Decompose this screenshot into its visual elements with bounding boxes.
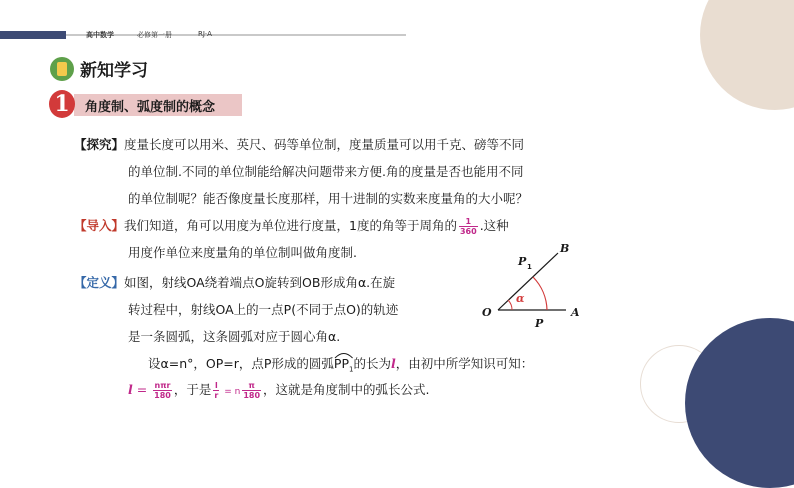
intro-text-1-end: .这种 (479, 218, 509, 233)
label-p1: P (518, 255, 527, 268)
formula-l: l (128, 382, 133, 397)
frac-den: 360 (459, 227, 477, 236)
def-line-1 (74, 273, 395, 291)
header-book: 必修第一册 (137, 31, 172, 39)
definition-tag: 【定义】 (74, 275, 125, 290)
ray-ob (498, 253, 558, 310)
label-b: B (560, 242, 570, 255)
header-course: 高中数学 (86, 31, 114, 39)
label-alpha: α (516, 292, 525, 305)
label-p: P (535, 317, 544, 330)
def-line-5 (128, 380, 430, 400)
formula-eq: = (132, 382, 152, 397)
explore-line-1 (74, 135, 524, 153)
label-o: O (482, 306, 492, 319)
frac-num: 1 (459, 217, 478, 227)
explore-tag: 【探究】 (74, 137, 125, 152)
fraction-l-r (213, 381, 219, 400)
label-a: A (571, 306, 580, 319)
def-text-1: 如图，射线OA绕着端点O旋转到OB形成角α.在旋 (124, 275, 396, 290)
arc-pp1 (334, 356, 354, 374)
header-accent-bar (0, 31, 66, 39)
def-text-4a: 设α=n°，OP=r，点P形成的圆弧 (148, 356, 334, 371)
explore-text-1: 度量长度可以用米、英尺、码等单位制，度量质量可以用千克、磅等不同 (124, 137, 525, 152)
def-text-5c: ，这就是角度制中的弧长公式. (263, 382, 430, 397)
decor-circle-tan (700, 0, 794, 110)
explore-line-3: 的单位制呢？能否像度量长度那样，用十进制的实数来度量角的大小呢？ (128, 191, 529, 206)
frac-num: π (242, 381, 261, 391)
label-p1-sub: 1 (527, 263, 532, 271)
frac-den: r (214, 391, 219, 400)
section-title: 新知学习 (80, 61, 148, 81)
explore-line-2: 的单位制.不同的单位制能给解决问题带来方便.角的度量是否也能用不同 (128, 164, 524, 179)
frac-den: 180 (243, 391, 261, 400)
formula-eq-n: = n (221, 387, 241, 397)
decor-circle-navy (685, 318, 794, 488)
subsection-number: 1 (49, 90, 75, 118)
frac-num: nπr (154, 381, 171, 390)
var-l: l (390, 356, 396, 371)
header-edition: RJ·A (198, 30, 212, 38)
fraction-1-360 (459, 217, 478, 236)
arc-label: PP (333, 356, 349, 371)
intro-tag: 【导入】 (74, 218, 125, 233)
angle-alpha-arc (508, 300, 512, 310)
arc-sub: 1 (349, 365, 354, 374)
arc-pp1-path (533, 277, 547, 310)
angle-diagram (470, 236, 610, 332)
def-line-2: 转过程中，射线OA上的一点P(不同于点O)的轨迹 (128, 302, 399, 317)
subsection-title: 角度制、弧度制的概念 (85, 100, 216, 115)
def-line-3: 是一条圆弧，这条圆弧对应于圆心角α. (128, 329, 341, 344)
def-text-5a: ，于是 (173, 382, 212, 397)
arc-mark-icon (334, 351, 354, 359)
book-icon-page (57, 62, 67, 76)
fraction-pi-180 (242, 381, 261, 400)
intro-line-2: 用度作单位来度量角的单位制叫做角度制. (128, 245, 357, 260)
fraction-npir-180 (153, 381, 172, 400)
intro-line-1 (74, 216, 509, 236)
def-line-4 (148, 354, 533, 374)
frac-den: 180 (154, 391, 171, 400)
frac-num: l (214, 381, 218, 390)
def-text-4c: ，由初中所学知识可知： (395, 356, 534, 371)
def-text-4b: 的长为 (353, 356, 391, 371)
intro-text-1: 我们知道，角可以用度为单位进行度量，1度的角等于周角的 (124, 218, 457, 233)
header-divider (66, 34, 406, 36)
